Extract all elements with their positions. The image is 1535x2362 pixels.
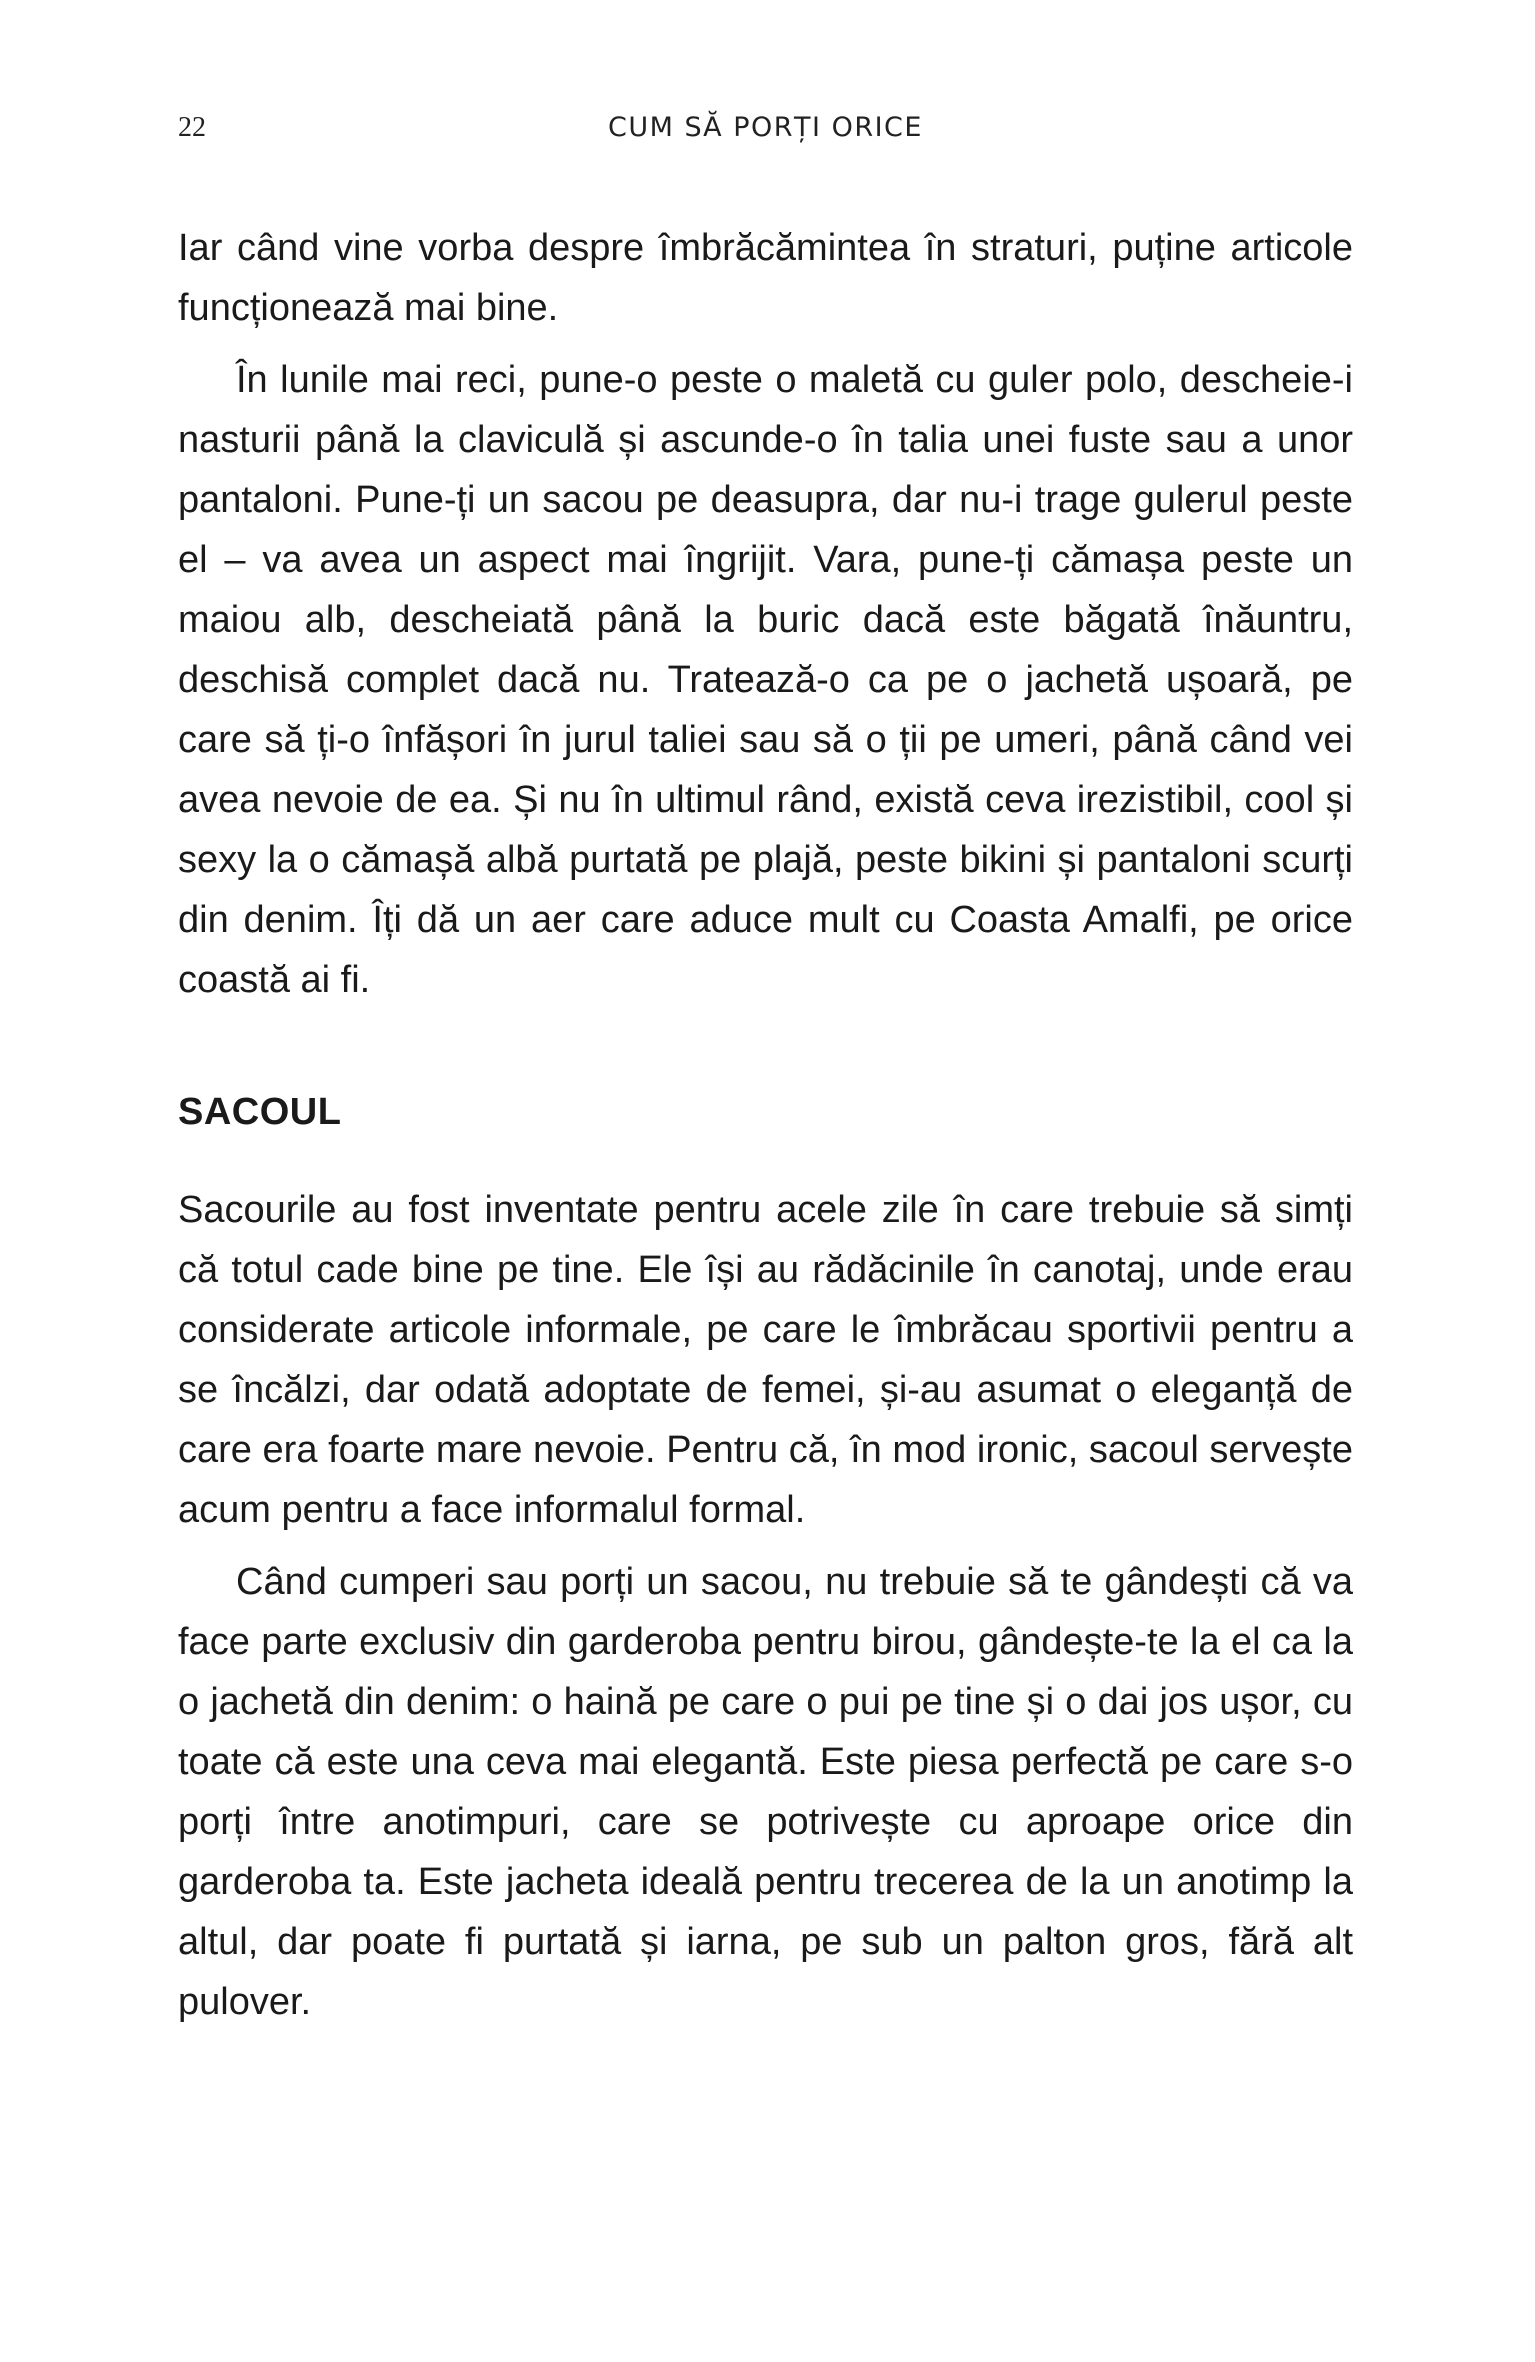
section-heading: SACOUL xyxy=(178,1091,342,1133)
body-text xyxy=(178,218,1353,2044)
running-head xyxy=(178,108,1353,148)
paragraph: Iar când vine vorba despre îmbrăcămintea în straturi, puține articole funcționează mai bine. xyxy=(178,227,1353,329)
paragraph: Sacourile au fost inventate pentru acele zile în care trebuie să simți că totul cade bine pe tine. Ele își au rădăcinile în canotaj, unde erau considerate articole informale, pe care le îmbrăcau sportivii pentru a se încălzi, dar odată adoptate de femei, și-au asumat o eleganță de care era foarte mare nevoie. Pentru că, în mod ironic, sacoul servește acum pentru a face informalul formal. xyxy=(178,1189,1353,1531)
book-title: CUM SĂ PORȚI ORICE xyxy=(608,112,923,143)
paragraph: În lunile mai reci, pune-o peste o maletă cu guler polo, descheie-i nasturii până la claviculă și ascunde-o în talia unei fuste sau a unor pantaloni. Pune-ți un sacou pe deasupra, dar nu-i trage gulerul peste el – va avea un aspect mai îngrijit. Vara, pune-ți cămașa peste un maiou alb, descheiată până la buric dacă este băgată înăuntru, deschisă complet dacă nu. Tratează-o ca pe o jachetă ușoară, pe care să ți-o înfășori în jurul taliei sau să o ții pe umeri, până când vei avea nevoie de ea. Și nu în ultimul rând, există ceva irezistibil, cool și sexy la o cămașă albă purtată pe plajă, peste bikini și pantaloni scurți din denim. Îți dă un aer care aduce mult cu Coasta Amalfi, pe orice coastă ai fi. xyxy=(178,359,1353,1001)
paragraph: Când cumperi sau porți un sacou, nu trebuie să te gândești că va face parte exclusiv din garderoba pentru birou, gândește-te la el ca la o jachetă din denim: o haină pe care o pui pe tine și o dai jos ușor, cu toate că este una ceva mai elegantă. Este piesa perfectă pe care s-o porți între anotimpuri, care se potrivește cu aproape orice din garderoba ta. Este jacheta ideală pentru trecerea de la un anotimp la altul, dar poate fi purtată și iarna, pe sub un palton gros, fără alt pulover. xyxy=(178,1561,1353,2023)
page-number: 22 xyxy=(178,112,206,143)
